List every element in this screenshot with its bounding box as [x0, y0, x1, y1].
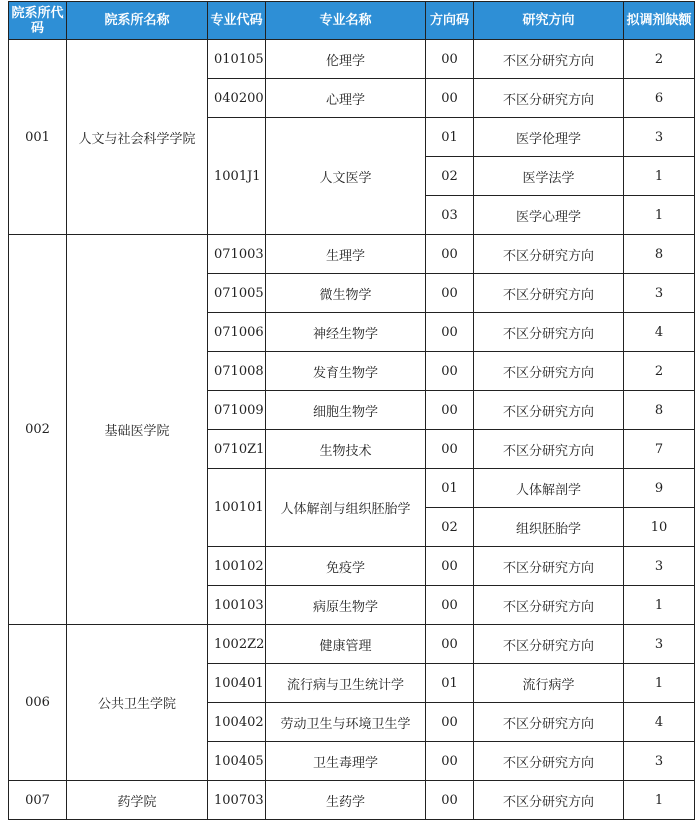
major-code-cell: 100703	[208, 781, 266, 820]
quota-cell: 1	[624, 781, 695, 820]
direction-name-cell: 医学伦理学	[474, 118, 624, 157]
direction-name-cell: 不区分研究方向	[474, 430, 624, 469]
direction-code-cell: 02	[426, 508, 474, 547]
direction-name-cell: 不区分研究方向	[474, 586, 624, 625]
direction-code-cell: 00	[426, 742, 474, 781]
direction-name-cell: 不区分研究方向	[474, 625, 624, 664]
major-code-cell: 071005	[208, 274, 266, 313]
direction-code-cell: 01	[426, 469, 474, 508]
direction-name-cell: 不区分研究方向	[474, 40, 624, 79]
quota-cell: 8	[624, 235, 695, 274]
major-code-cell: 040200	[208, 79, 266, 118]
header-direction-code: 方向码	[426, 2, 474, 40]
direction-code-cell: 00	[426, 391, 474, 430]
major-name-cell: 生物技术	[266, 430, 426, 469]
dept-name-cell: 基础医学院	[67, 235, 208, 625]
major-code-cell: 071009	[208, 391, 266, 430]
direction-name-cell: 不区分研究方向	[474, 547, 624, 586]
direction-name-cell: 医学法学	[474, 157, 624, 196]
quota-cell: 2	[624, 352, 695, 391]
table-row	[9, 235, 695, 274]
direction-name-cell: 医学心理学	[474, 196, 624, 235]
header-row	[9, 2, 695, 40]
quota-cell: 3	[624, 547, 695, 586]
direction-code-cell: 01	[426, 118, 474, 157]
direction-name-cell: 不区分研究方向	[474, 352, 624, 391]
major-name-cell: 生药学	[266, 781, 426, 820]
major-name-cell: 人体解剖与组织胚胎学	[266, 469, 426, 547]
major-code-cell: 1002Z2	[208, 625, 266, 664]
direction-code-cell: 02	[426, 157, 474, 196]
direction-code-cell: 00	[426, 274, 474, 313]
dept-code-cell: 002	[9, 235, 67, 625]
dept-code-cell: 007	[9, 781, 67, 820]
quota-cell: 1	[624, 664, 695, 703]
major-code-cell: 071008	[208, 352, 266, 391]
quota-cell: 3	[624, 118, 695, 157]
major-code-cell: 100101	[208, 469, 266, 547]
major-code-cell: 100103	[208, 586, 266, 625]
direction-code-cell: 00	[426, 79, 474, 118]
quota-cell: 1	[624, 157, 695, 196]
direction-name-cell: 不区分研究方向	[474, 391, 624, 430]
major-name-cell: 伦理学	[266, 40, 426, 79]
dept-name-cell: 公共卫生学院	[67, 625, 208, 781]
direction-code-cell: 00	[426, 625, 474, 664]
quota-cell: 3	[624, 625, 695, 664]
major-name-cell: 心理学	[266, 79, 426, 118]
major-code-cell: 071003	[208, 235, 266, 274]
header-dept-code: 院系所代码	[9, 2, 67, 40]
direction-code-cell: 00	[426, 352, 474, 391]
header-dept-name: 院系所名称	[67, 2, 208, 40]
quota-cell: 3	[624, 274, 695, 313]
major-name-cell: 神经生物学	[266, 313, 426, 352]
header-research-direction: 研究方向	[474, 2, 624, 40]
major-name-cell: 劳动卫生与环境卫生学	[266, 703, 426, 742]
table-body	[9, 40, 695, 820]
direction-name-cell: 不区分研究方向	[474, 274, 624, 313]
direction-name-cell: 不区分研究方向	[474, 742, 624, 781]
header-major-code: 专业代码	[208, 2, 266, 40]
major-name-cell: 免疫学	[266, 547, 426, 586]
major-code-cell: 100401	[208, 664, 266, 703]
direction-code-cell: 00	[426, 313, 474, 352]
quota-cell: 3	[624, 742, 695, 781]
major-code-cell: 010105	[208, 40, 266, 79]
direction-code-cell: 00	[426, 547, 474, 586]
table-row	[9, 625, 695, 664]
quota-cell: 7	[624, 430, 695, 469]
major-code-cell: 1001J1	[208, 118, 266, 235]
quota-cell: 4	[624, 313, 695, 352]
direction-name-cell: 不区分研究方向	[474, 313, 624, 352]
major-code-cell: 0710Z1	[208, 430, 266, 469]
direction-code-cell: 01	[426, 664, 474, 703]
direction-code-cell: 03	[426, 196, 474, 235]
table-row	[9, 40, 695, 79]
major-name-cell: 微生物学	[266, 274, 426, 313]
major-name-cell: 卫生毒理学	[266, 742, 426, 781]
quota-cell: 1	[624, 196, 695, 235]
direction-code-cell: 00	[426, 781, 474, 820]
direction-name-cell: 不区分研究方向	[474, 703, 624, 742]
header-major-name: 专业名称	[266, 2, 426, 40]
major-name-cell: 病原生物学	[266, 586, 426, 625]
direction-code-cell: 00	[426, 586, 474, 625]
major-name-cell: 流行病与卫生统计学	[266, 664, 426, 703]
major-code-cell: 100405	[208, 742, 266, 781]
dept-code-cell: 001	[9, 40, 67, 235]
dept-name-cell: 药学院	[67, 781, 208, 820]
quota-cell: 9	[624, 469, 695, 508]
header-quota: 拟调剂缺额	[624, 2, 695, 40]
major-code-cell: 100102	[208, 547, 266, 586]
direction-code-cell: 00	[426, 703, 474, 742]
major-code-cell: 100402	[208, 703, 266, 742]
direction-name-cell: 不区分研究方向	[474, 781, 624, 820]
direction-code-cell: 00	[426, 235, 474, 274]
quota-cell: 2	[624, 40, 695, 79]
table-row	[9, 781, 695, 820]
quota-cell: 6	[624, 79, 695, 118]
direction-name-cell: 不区分研究方向	[474, 235, 624, 274]
adjustment-quota-table	[8, 1, 695, 820]
quota-cell: 1	[624, 586, 695, 625]
major-name-cell: 生理学	[266, 235, 426, 274]
major-code-cell: 071006	[208, 313, 266, 352]
quota-cell: 4	[624, 703, 695, 742]
direction-name-cell: 组织胚胎学	[474, 508, 624, 547]
direction-name-cell: 不区分研究方向	[474, 79, 624, 118]
direction-name-cell: 人体解剖学	[474, 469, 624, 508]
direction-code-cell: 00	[426, 40, 474, 79]
major-name-cell: 健康管理	[266, 625, 426, 664]
major-name-cell: 人文医学	[266, 118, 426, 235]
quota-cell: 10	[624, 508, 695, 547]
dept-name-cell: 人文与社会科学学院	[67, 40, 208, 235]
major-name-cell: 发育生物学	[266, 352, 426, 391]
direction-name-cell: 流行病学	[474, 664, 624, 703]
major-name-cell: 细胞生物学	[266, 391, 426, 430]
direction-code-cell: 00	[426, 430, 474, 469]
quota-cell: 8	[624, 391, 695, 430]
dept-code-cell: 006	[9, 625, 67, 781]
